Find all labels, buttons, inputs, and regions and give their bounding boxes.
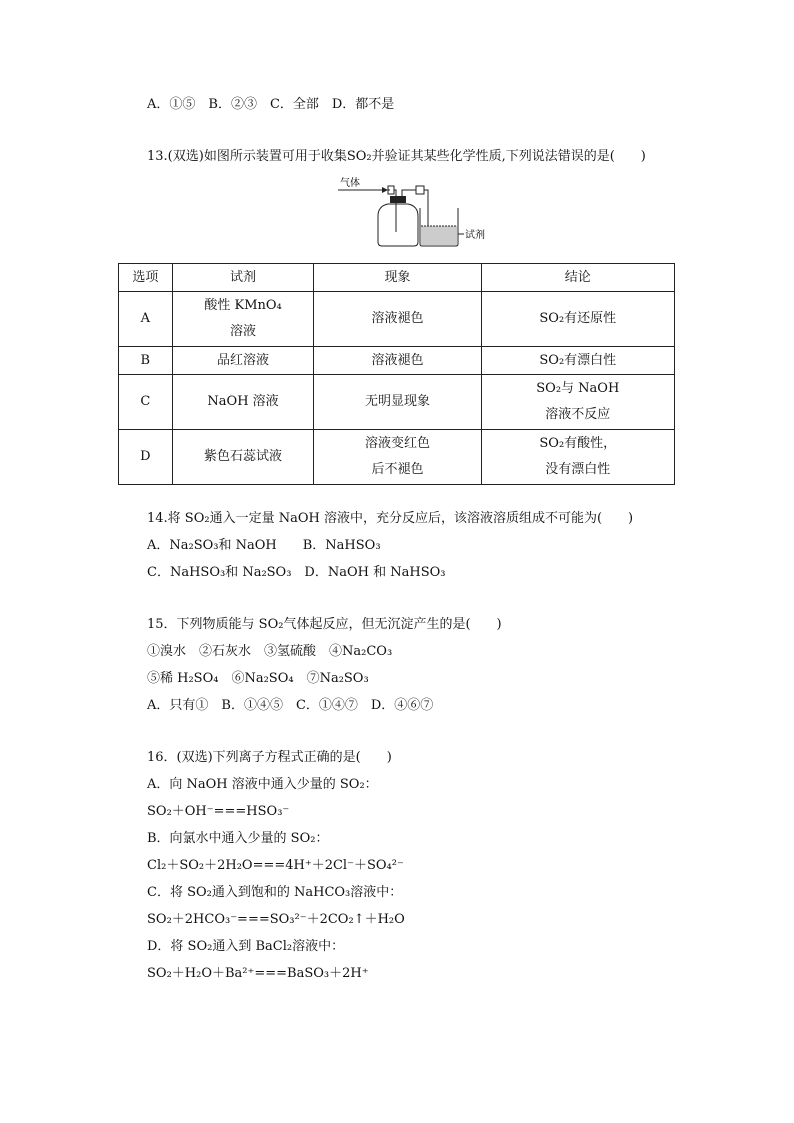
row-phenomenon: 无明显现象 [314, 375, 481, 430]
q16-b-text: B．向氯水中通入少量的 SO₂： [147, 831, 329, 846]
row-phenomenon: 溶液褪色 [314, 292, 481, 347]
q12-options: A．①⑤ B．②③ C．全部 D．都不是 [147, 97, 395, 112]
q16-b-equation: Cl₂＋SO₂＋2H₂O===4H⁺＋2Cl⁻＋SO₄²⁻ [147, 858, 404, 873]
header-option: 选项 [119, 264, 173, 292]
row-reagent: NaOH 溶液 [172, 375, 314, 430]
q16-a-equation: SO₂＋OH⁻===HSO₃⁻ [147, 804, 290, 819]
row-reagent: 紫色石蕊试液 [172, 430, 314, 485]
table-row [119, 292, 675, 347]
row-option: D [119, 430, 173, 485]
gas-collection-apparatus [330, 176, 490, 248]
q13-table [118, 263, 675, 485]
row-conclusion: SO₂有还原性 [481, 292, 674, 347]
table-row [119, 430, 675, 485]
q13-stem: 13.(双选)如图所示装置可用于收集SO₂并验证其某些化学性质,下列说法错误的是( ) [147, 149, 646, 164]
reagent-label: 试剂 [465, 230, 485, 241]
row-option: C [119, 375, 173, 430]
header-reagent: 试剂 [172, 264, 314, 292]
q16-c-equation: SO₂＋2HCO₃⁻===SO₃²⁻＋2CO₂↑＋H₂O [147, 912, 405, 927]
table-row [119, 347, 675, 375]
table-header-row [119, 264, 675, 292]
q14-options-2: C．NaHSO₃和 Na₂SO₃ D．NaOH 和 NaHSO₃ [147, 565, 446, 580]
row-phenomenon: 溶液变红色 后不褪色 [314, 430, 481, 485]
row-conclusion: SO₂有酸性， 没有漂白性 [481, 430, 674, 485]
row-option: A [119, 292, 173, 347]
gas-label: 气体 [340, 178, 360, 189]
q15-items-2: ⑤稀 H₂SO₄ ⑥Na₂SO₄ ⑦Na₂SO₃ [147, 671, 369, 686]
row-conclusion: SO₂与 NaOH 溶液不反应 [481, 375, 674, 430]
q16-c-text: C．将 SO₂通入到饱和的 NaHCO₃溶液中： [147, 885, 403, 900]
row-reagent: 品红溶液 [172, 347, 314, 375]
q14-options-1: A．Na₂SO₃和 NaOH B．NaHSO₃ [147, 538, 381, 553]
row-conclusion: SO₂有漂白性 [481, 347, 674, 375]
q15-items-1: ①溴水 ②石灰水 ③氢硫酸 ④Na₂CO₃ [147, 644, 393, 659]
header-phenomenon: 现象 [314, 264, 481, 292]
q16-a-text: A．向 NaOH 溶液中通入少量的 SO₂： [147, 777, 378, 792]
q15-options: A．只有① B．①④⑤ C．①④⑦ D．④⑥⑦ [147, 698, 434, 713]
q15-stem: 15．下列物质能与 SO₂气体起反应，但无沉淀产生的是( ) [147, 617, 502, 632]
q14-stem: 14.将 SO₂通入一定量 NaOH 溶液中，充分反应后，该溶液溶质组成不可能为( ) [147, 511, 634, 526]
row-option: B [119, 347, 173, 375]
table-row [119, 375, 675, 430]
q16-d-text: D．将 SO₂通入到 BaCl₂溶液中： [147, 939, 345, 954]
row-phenomenon: 溶液褪色 [314, 347, 481, 375]
q16-d-equation: SO₂＋H₂O＋Ba²⁺===BaSO₃＋2H⁺ [147, 966, 369, 981]
q16-stem: 16．(双选)下列离子方程式正确的是( ) [147, 750, 392, 765]
header-conclusion: 结论 [481, 264, 674, 292]
row-reagent: 酸性 KMnO₄ 溶液 [172, 292, 314, 347]
